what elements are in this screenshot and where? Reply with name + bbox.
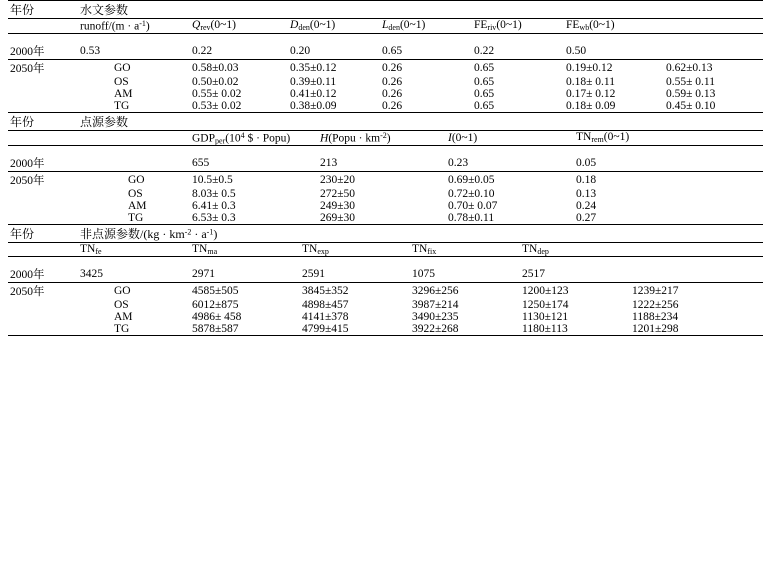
cell-tnma: 4898±457 [302, 299, 349, 312]
cell-feriv: 0.22 [474, 33, 566, 59]
col-header-fewb: $FE_{wb}(0\sim 1)$ [566, 19, 763, 34]
cell-runoff: 0.55± 0.02 [192, 87, 242, 100]
cell-h: 230±20 [320, 174, 356, 187]
table-row [8, 200, 763, 212]
row-year [8, 299, 80, 311]
row-year: 2000年 [8, 257, 80, 283]
cell-tnma: 2971 [192, 257, 302, 283]
cell-qrev: 0.38±0.09 [290, 100, 382, 113]
cell-tnma: 3845±352 [302, 285, 349, 298]
column-header-row [8, 130, 763, 146]
cell-tnfix: 1180±113 [522, 323, 632, 336]
cell-dden: 0.26 [382, 87, 403, 100]
cell-tndep: 1239±217 [632, 285, 679, 298]
table-row [8, 323, 763, 336]
cell-tnexp: 3490±235 [412, 311, 459, 324]
spacer-cell [8, 243, 80, 257]
row-year [8, 311, 80, 323]
cell-lden: 0.65 [474, 87, 495, 100]
row-scenario: OS [128, 188, 143, 201]
cell-tnexp: 3987±214 [412, 299, 459, 312]
section-nonpointsource-table [8, 225, 763, 336]
table-row [8, 76, 763, 88]
cell-qrev: 0.39±0.11 [290, 75, 337, 88]
cell-dden: 0.26 [382, 61, 403, 74]
table-row [8, 188, 763, 200]
cell-tnrem: 0.27 [576, 212, 763, 225]
row-year [8, 76, 80, 88]
section-pointsource-table [8, 113, 763, 226]
cell-tndep: 1222±256 [632, 299, 679, 312]
col-header-tnrem: $TN_{rem}(0\sim 1)$ [576, 130, 763, 146]
col-header-tnma: $TN_{ma}$ [192, 243, 302, 257]
cell-i: 0.70± 0.07 [448, 200, 498, 213]
cell-qrev: 0.35±0.12 [290, 61, 337, 74]
cell-tnfe: 4585±505 [192, 285, 239, 298]
spacer-cell [8, 19, 80, 34]
column-header-row [8, 243, 763, 257]
year-column-header: 年份 [8, 225, 80, 243]
cell-tnfix: 1075 [412, 257, 522, 283]
cell-i: 0.78±0.11 [448, 212, 576, 225]
group-header-row [8, 1, 763, 19]
row-year [8, 100, 80, 113]
cell-tnexp: 3922±268 [412, 323, 522, 336]
cell-tnfe: 4986± 458 [192, 311, 242, 324]
cell-runoff: 0.53± 0.02 [192, 100, 290, 113]
row-year [8, 200, 80, 212]
cell-lden: 0.65 [382, 33, 474, 59]
cell-gdpper: 10.5±0.5 [192, 174, 233, 187]
cell-gdpper: 6.41± 0.3 [192, 200, 236, 213]
cell-dden: 0.20 [290, 33, 382, 59]
col-header-lden: $L_{den}(0\sim 1)$ [382, 19, 474, 34]
row-year: 2050年 [10, 62, 45, 75]
row-scenario: GO [114, 61, 131, 74]
year-column-header: 年份 [8, 113, 80, 131]
row-scenario: AM [114, 87, 133, 100]
row-scenario: AM [114, 311, 133, 324]
group-header-row [8, 225, 763, 243]
cell-feriv: 0.17± 0.12 [566, 87, 616, 100]
cell-h: 269±30 [320, 212, 448, 225]
cell-feriv: 0.19±0.12 [566, 61, 613, 74]
row-year: 2000年 [8, 146, 80, 172]
cell-tnexp: 3296±256 [412, 285, 459, 298]
cell-runoff: 0.58±0.03 [192, 61, 239, 74]
col-header-gdpper: $GDP_{per}(10^4$ $ · Popu) [192, 130, 320, 146]
row-year [8, 212, 80, 225]
cell-tnrem: 0.05 [576, 146, 763, 172]
spacer-cell-2 [80, 130, 192, 146]
row-year [8, 323, 80, 336]
cell-feriv: 0.18± 0.11 [566, 75, 616, 88]
row-scenario: TG [80, 212, 192, 225]
table-row [8, 88, 763, 100]
table-row [8, 283, 763, 300]
cell-tndep: 1201±298 [632, 323, 763, 336]
row-scenario: GO [128, 174, 145, 187]
row-scenario: AM [128, 200, 147, 213]
cell-tndep: 1188±234 [632, 311, 679, 324]
cell-tnrem: 0.24 [576, 200, 597, 213]
cell-fewb: 0.45± 0.10 [666, 100, 763, 113]
cell-fewb: 0.59± 0.13 [666, 87, 716, 100]
cell-tnfix: 1130±121 [522, 311, 569, 324]
row-scenario [80, 146, 192, 172]
cell-tnma: 4799±415 [302, 323, 412, 336]
table-row [8, 172, 763, 189]
cell-lden: 0.65 [474, 100, 566, 113]
cell-tnfe: 3425 [80, 257, 192, 283]
col-header-feriv: $FE_{riv}(0\sim 1)$ [474, 19, 566, 34]
row-scenario: TG [80, 100, 192, 113]
cell-gdpper: 6.53± 0.3 [192, 212, 320, 225]
table-row [8, 59, 763, 76]
cell-i: 0.69±0.05 [448, 174, 495, 187]
col-header-tnexp: $TN_{exp}$ [302, 243, 412, 257]
cell-tnrem: 0.13 [576, 188, 597, 201]
cell-tnrem: 0.18 [576, 174, 597, 187]
cell-runoff: 0.53 [80, 33, 192, 59]
cell-fewb: 0.62±0.13 [666, 61, 713, 74]
group-title: 水文参数 [80, 1, 763, 19]
cell-tnfe: 6012±875 [192, 299, 239, 312]
row-year: 2050年 [10, 286, 45, 299]
year-column-header: 年份 [8, 1, 80, 19]
col-header-tnfe: $TN_{fe}$ [80, 243, 192, 257]
row-year: 2000年 [8, 33, 80, 59]
cell-qrev: 0.22 [192, 33, 290, 59]
col-header-tndep: $TN_{dep}$ [522, 243, 763, 257]
column-header-row [8, 19, 763, 34]
table-row [8, 311, 763, 323]
col-header-qrev: $Q_{rev}(0\sim 1)$ [192, 19, 290, 34]
cell-runoff: 0.50±0.02 [192, 75, 239, 88]
cell-tnfe: 5878±587 [192, 323, 302, 336]
col-header-runoff: runoff/(m · $a^{-1}$) [80, 19, 192, 34]
group-header-row [8, 113, 763, 131]
cell-dden: 0.26 [382, 75, 403, 88]
table-row [8, 212, 763, 225]
cell-i: 0.72±0.10 [448, 188, 495, 201]
cell-lden: 0.65 [474, 75, 495, 88]
cell-fewb: 0.50 [566, 33, 763, 59]
cell-h: 272±50 [320, 188, 356, 201]
table-row [8, 146, 763, 172]
cell-h: 213 [320, 146, 448, 172]
col-header-i: I(0~1) [448, 130, 576, 146]
cell-i: 0.23 [448, 146, 576, 172]
cell-lden: 0.65 [474, 61, 495, 74]
row-scenario: TG [80, 323, 192, 336]
cell-h: 249±30 [320, 200, 356, 213]
cell-fewb: 0.55± 0.11 [666, 75, 716, 88]
table-row [8, 299, 763, 311]
cell-tnexp: 2591 [302, 257, 412, 283]
row-scenario: OS [114, 75, 129, 88]
spacer-cell [8, 130, 80, 146]
cell-tnma: 4141±378 [302, 311, 349, 324]
table-row [8, 257, 763, 283]
col-header-dden: $D_{den}(0\sim 1)$ [290, 19, 382, 34]
group-title: 非点源参数$/(kg \cdot km^{-2} \cdot a^{-1})$ [80, 225, 763, 243]
row-year: 2050年 [10, 175, 45, 188]
section-hydrology-table [8, 0, 763, 113]
group-title: 点源参数 [80, 113, 763, 131]
col-header-tnfix: $TN_{fix}$ [412, 243, 522, 257]
table-row [8, 100, 763, 113]
row-year [8, 188, 80, 200]
row-scenario: GO [114, 285, 131, 298]
cell-dden: 0.26 [382, 100, 474, 113]
cell-qrev: 0.41±0.12 [290, 87, 337, 100]
cell-feriv: 0.18± 0.09 [566, 100, 666, 113]
cell-tnfix: 1250±174 [522, 299, 569, 312]
table-row [8, 33, 763, 59]
row-scenario: OS [114, 299, 129, 312]
col-header-h: H(Popu · $km^{-2}$) [320, 130, 448, 146]
cell-tnfix: 1200±123 [522, 285, 569, 298]
cell-gdpper: 655 [192, 146, 320, 172]
cell-gdpper: 8.03± 0.5 [192, 188, 236, 201]
cell-tndep: 2517 [522, 257, 763, 283]
row-year [8, 88, 80, 100]
